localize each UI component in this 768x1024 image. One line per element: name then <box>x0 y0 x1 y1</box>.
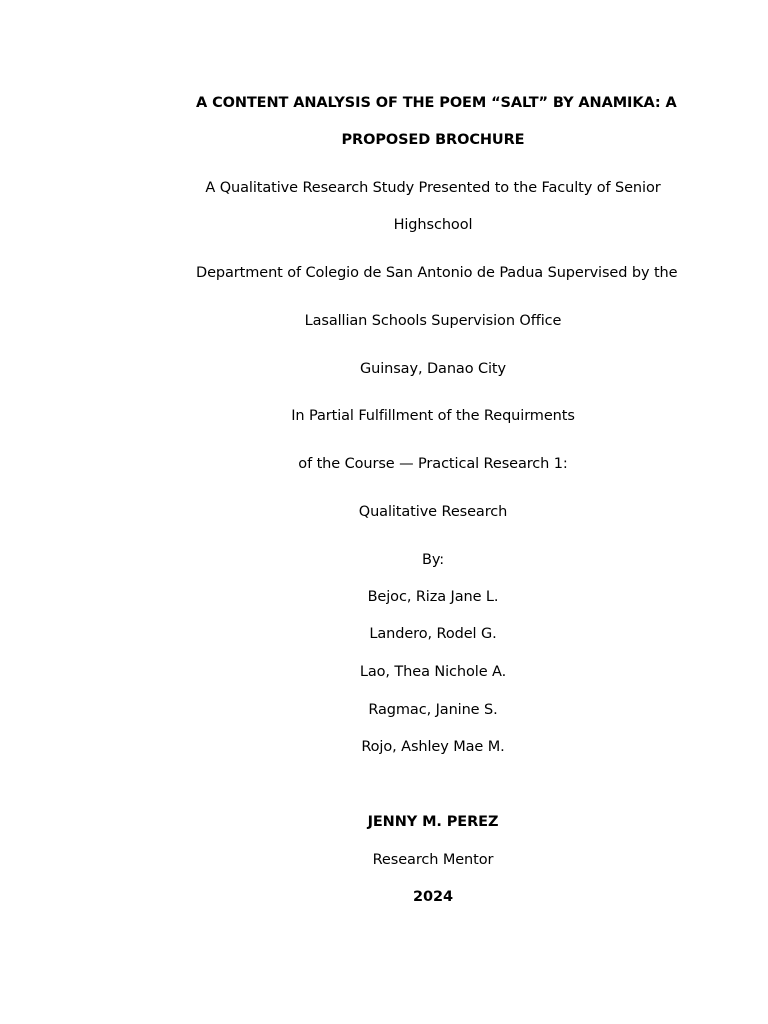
mentor-name: JENNY M. PEREZ <box>367 814 499 830</box>
author-name: Lao, Thea Nichole A. <box>359 664 507 680</box>
author-name: Ragmac, Janine S. <box>368 702 498 718</box>
fulfillment-line-1: In Partial Fulfillment of the Requirments <box>291 408 575 424</box>
author-name: Bejoc, Riza Jane L. <box>367 589 499 605</box>
author-name: Rojo, Ashley Mae M. <box>361 739 505 755</box>
location: Guinsay, Danao City <box>359 361 506 377</box>
fulfillment-line-2: of the Course — Practical Research 1: <box>298 456 568 472</box>
subtitle-line-1: A Qualitative Research Study Presented to the Faculty of Senior <box>205 180 661 196</box>
title-line-2: PROPOSED BROCHURE <box>341 132 525 148</box>
year: 2024 <box>413 889 453 905</box>
subtitle-line-2: Highschool <box>393 217 473 233</box>
title-line-1: A CONTENT ANALYSIS OF THE POEM “SALT” BY ANAMIKA: A <box>196 95 677 111</box>
department-line-1: Department of Colegio de San Antonio de Padua Supervised by the <box>196 265 678 281</box>
department-line-2: Lasallian Schools Supervision Office <box>304 313 562 329</box>
mentor-role: Research Mentor <box>372 852 494 868</box>
by-label: By: <box>421 552 445 568</box>
author-name: Landero, Rodel G. <box>369 626 497 642</box>
fulfillment-line-3: Qualitative Research <box>358 504 508 520</box>
